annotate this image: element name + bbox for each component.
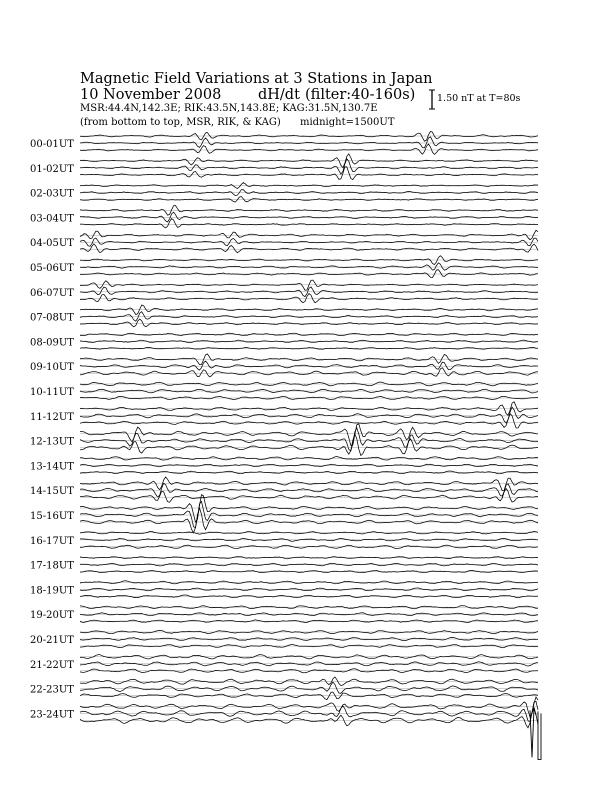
trace-rik [80, 502, 538, 528]
row-label: 10-11UT [30, 387, 74, 398]
row-label: 06-07UT [30, 287, 74, 299]
trace-msr [80, 508, 538, 533]
trace-row-00-01UT [30, 131, 538, 154]
row-label: 04-05UT [30, 238, 74, 250]
row-label: 08-09UT [30, 337, 74, 349]
trace-order-note: (from bottom to top, MSR, RIK, & KAG) [80, 117, 281, 128]
trace-kag [80, 677, 538, 686]
trace-row-11-12UT [30, 402, 538, 428]
midnight-note: midnight=1500UT [300, 117, 395, 128]
row-label: 02-03UT [30, 188, 74, 200]
chart-title: Magnetic Field Variations at 3 Stations in Japan [80, 71, 433, 87]
trace-msr [80, 197, 538, 203]
row-label: 22-23UT [30, 684, 74, 696]
trace-msr [80, 144, 538, 154]
trace-rik [80, 263, 538, 270]
row-label: 12-13UT [30, 436, 74, 448]
trace-row-01-02UT [30, 154, 538, 180]
chart-date: 10 November 2008 [80, 87, 222, 103]
trace-row-23-24UT [30, 697, 538, 728]
trace-row-02-03UT [30, 183, 538, 203]
station-coordinates: MSR:44.4N,142.3E; RIK:43.5N,143.8E; KAG:31.5N,130.7E [80, 103, 378, 114]
row-label: 07-08UT [30, 312, 74, 324]
chart-component: dH/dt [258, 87, 300, 103]
trace-msr [80, 319, 538, 327]
trace-row-20-21UT [30, 630, 538, 647]
trace-row-08-09UT [30, 333, 538, 349]
trace-row-03-04UT [30, 206, 538, 228]
row-label: 09-10UT [30, 362, 74, 374]
trace-kag [80, 131, 538, 141]
scale-bar-label: 1.50 nT at T=80s [437, 93, 521, 104]
trace-row-12-13UT [30, 424, 538, 456]
row-label: 03-04UT [30, 213, 74, 225]
row-label: 18-19UT [30, 585, 74, 597]
trace-row-19-20UT [30, 606, 538, 623]
trace-row-15-16UT [30, 495, 538, 533]
trace-row-14-15UT [30, 477, 538, 502]
trace-rik [80, 702, 538, 722]
row-label: 19-20UT [30, 610, 74, 622]
trace-row-22-23UT [30, 677, 538, 700]
trace-row-04-05UT [30, 230, 538, 252]
trace-msr [80, 294, 538, 303]
trace-msr [80, 167, 538, 180]
trace-msr [80, 545, 538, 548]
trace-kag [80, 402, 538, 416]
trace-row-09-10UT [30, 354, 538, 377]
trace-row-13-14UT [30, 457, 538, 474]
trace-msr [80, 434, 538, 456]
trace-row-07-08UT [30, 305, 538, 327]
row-label: 11-12UT [30, 411, 74, 423]
trace-rik [80, 361, 538, 370]
row-label: 23-24UT [30, 709, 74, 721]
trace-msr [80, 244, 538, 253]
trace-msr [80, 396, 538, 399]
row-label: 01-02UT [30, 163, 74, 175]
trace-row-06-07UT [30, 280, 538, 303]
trace-rik [80, 682, 538, 693]
row-label: 00-01UT [30, 139, 74, 150]
trace-row-10-11UT [30, 382, 538, 400]
row-label: 13-14UT [30, 461, 74, 473]
trace-row-16-17UT [30, 531, 538, 548]
trace-msr [80, 270, 538, 278]
chart-filter: (filter:40-160s) [305, 87, 416, 103]
trace-msr [80, 368, 538, 377]
row-label: 14-15UT [30, 486, 74, 498]
row-label: 17-18UT [30, 560, 74, 572]
trace-rik [80, 137, 538, 148]
row-label: 05-06UT [30, 263, 74, 274]
row-label: 16-17UT [30, 535, 74, 547]
trace-kag [80, 230, 538, 239]
trace-rik [80, 238, 538, 246]
scale-bar [429, 90, 435, 109]
trace-row-05-06UT [30, 256, 538, 278]
trace-rik [80, 212, 538, 222]
trace-msr [80, 708, 538, 727]
row-label: 20-21UT [30, 635, 74, 646]
trace-kag [80, 206, 538, 216]
trace-kag [80, 557, 538, 559]
trace-msr [80, 219, 538, 228]
trace-kag [80, 477, 538, 491]
trace-row-17-18UT [30, 557, 538, 573]
trace-kag [80, 495, 538, 522]
trace-msr [80, 489, 538, 503]
trace-row-21-22UT [30, 655, 538, 673]
trace-row-18-19UT [30, 581, 538, 598]
row-label: 21-22UT [30, 659, 74, 671]
trace-kag [80, 697, 538, 717]
row-label: 15-16UT [30, 511, 74, 522]
